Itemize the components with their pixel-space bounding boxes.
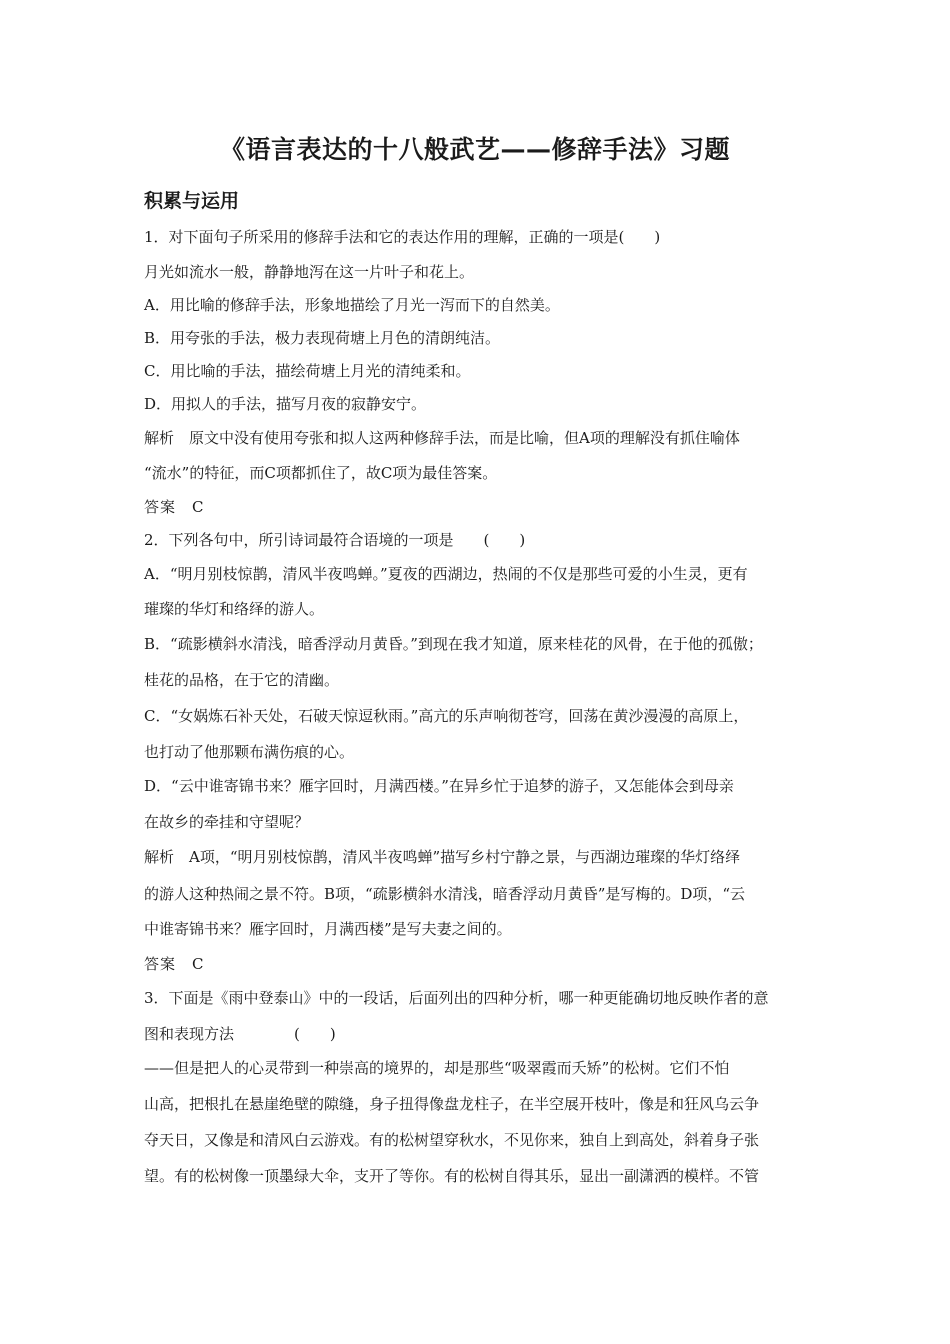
question-2-analysis-cont-1: 的游人这种热闹之景不符。B项，“疏影横斜水清浅，暗香浮动月黄昏”是写梅的。D项，“云 — [144, 885, 746, 903]
question-1-sentence: 月光如流水一般，静静地泻在这一片叶子和花上。 — [144, 263, 475, 281]
question-2-option-d-cont: 在故乡的牵挂和守望呢？ — [144, 813, 310, 831]
question-3-passage-4: 望。有的松树像一顶墨绿大伞，支开了等你。有的松树自得其乐，显出一副潇洒的模样。不管 — [144, 1167, 760, 1185]
question-2-option-a-cont: 璀璨的华灯和络绎的游人。 — [144, 600, 325, 618]
question-1-option-a: A．用比喻的修辞手法，形象地描绘了月光一泻而下的自然美。 — [144, 296, 560, 314]
question-1-analysis: 解析 原文中没有使用夸张和拟人这两种修辞手法，而是比喻，但A项的理解没有抓住喻体 — [144, 429, 740, 447]
question-3-passage-1: ——但是把人的心灵带到一种崇高的境界的，却是那些“吸翠霞而夭矫”的松树。它们不怕 — [144, 1059, 730, 1077]
question-3-passage-2: 山高，把根扎在悬崖绝壁的隙缝，身子扭得像盘龙柱子，在半空展开枝叶，像是和狂风乌云争 — [144, 1095, 760, 1113]
question-1-option-c: C．用比喻的手法，描绘荷塘上月光的清纯柔和。 — [144, 362, 471, 380]
question-3-passage-3: 夺天日，又像是和清风白云游戏。有的松树望穿秋水，不见你来，独自上到高处，斜着身子张 — [144, 1131, 760, 1149]
question-3-stem-cont: 图和表现方法 ( ) — [144, 1025, 336, 1043]
question-1-answer: 答案 C — [144, 498, 205, 516]
question-1-stem: 1．对下面句子所采用的修辞手法和它的表达作用的理解，正确的一项是( ) — [144, 228, 661, 246]
question-2-option-c-cont: 也打动了他那颗布满伤痕的心。 — [144, 743, 355, 761]
question-2-option-a: A．“明月别枝惊鹊，清风半夜鸣蝉。”夏夜的西湖边，热闹的不仅是那些可爱的小生灵，更有 — [144, 565, 748, 583]
question-2-analysis-cont-2: 中谁寄锦书来？雁字回时，月满西楼”是写夫妻之间的。 — [144, 920, 512, 938]
question-2-analysis: 解析 A项，“明月别枝惊鹊，清风半夜鸣蝉”描写乡村宁静之景，与西湖边璀璨的华灯络绎 — [144, 848, 741, 866]
question-1-analysis-cont: “流水”的特征，而C项都抓住了，故C项为最佳答案。 — [144, 464, 498, 482]
question-2-option-c: C．“女娲炼石补天处，石破天惊逗秋雨。”高亢的乐声响彻苍穹，回荡在黄沙漫漫的高原上， — [144, 707, 749, 725]
question-2-option-b-cont: 桂花的品格，在于它的清幽。 — [144, 671, 340, 689]
section-heading: 积累与运用 — [144, 190, 240, 212]
question-2-answer: 答案 C — [144, 955, 205, 973]
question-1-option-d: D．用拟人的手法，描写月夜的寂静安宁。 — [144, 395, 427, 413]
question-1-option-b: B．用夸张的手法，极力表现荷塘上月色的清朗纯洁。 — [144, 329, 501, 347]
question-2-option-b: B．“疏影横斜水清浅，暗香浮动月黄昏。”到现在我才知道，原来桂花的风骨，在于他的孤傲； — [144, 635, 763, 653]
page-title: 《语言表达的十八般武艺——修辞手法》习题 — [219, 135, 730, 164]
question-3-stem: 3．下面是《雨中登泰山》中的一段话，后面列出的四种分析，哪一种更能确切地反映作者的意 — [144, 989, 769, 1007]
question-2-stem: 2．下列各句中，所引诗词最符合语境的一项是 ( ) — [144, 531, 526, 549]
question-2-option-d: D．“云中谁寄锦书来？雁字回时，月满西楼。”在异乡忙于追梦的游子，又怎能体会到母亲 — [144, 777, 734, 795]
